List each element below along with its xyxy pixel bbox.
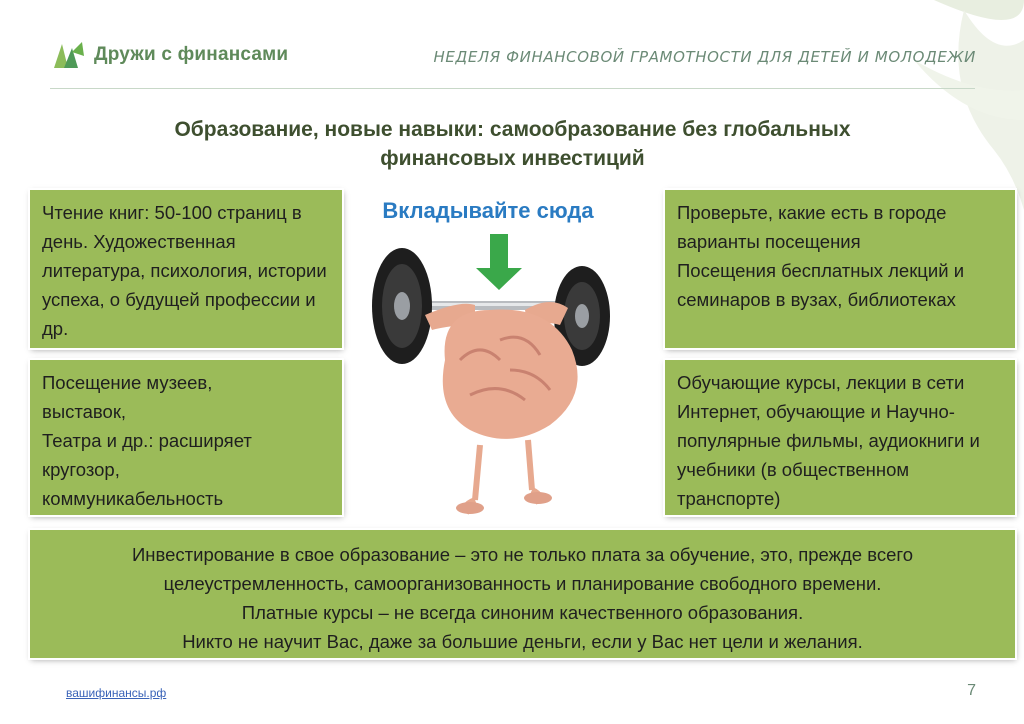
brush-decoration [874,0,1024,220]
arrow-down-icon [476,234,522,290]
header-tagline: НЕДЕЛЯ ФИНАНСОВОЙ ГРАМОТНОСТИ ДЛЯ ДЕТЕЙ И МОЛОДЕЖИ [433,48,976,66]
card-museums-text: Посещение музеев, выставок, Театра и др.: расширяет кругозор, коммуникабельность [42,372,252,509]
card-reading-text: Чтение книг: 50-100 страниц в день. Художественная литература, психология, истории успеха, о будущей профессии и др. [42,202,327,339]
logo-icon [52,38,86,72]
footer-website-link[interactable]: вашифинансы.рф [66,686,167,700]
card-museums [30,360,342,515]
slide-title [90,115,935,173]
brain-barbell-illustration [350,190,650,530]
card-summary-text: Инвестирование в свое образование – это не только плата за обучение, это, прежде всего целеустремленность, самоорганизованность и планирование свободного времени. Платные курсы – не всегда синоним качественного образования. Никто не научит Вас, даже за большие деньги, если у Вас нет цели и желания. [131,544,914,652]
invest-here-caption: Вкладывайте сюда [382,198,594,223]
card-lectures [665,190,1015,348]
page-number: 7 [967,682,976,699]
card-online-courses [665,360,1015,515]
card-summary [30,530,1015,658]
card-online-courses-text: Обучающие курсы, лекции в сети Интернет, обучающие и Научно-популярные фильмы, аудиокниги и учебники (в общественном транспорте) [677,372,980,509]
header-divider [50,88,975,89]
brain-icon [425,302,578,514]
card-lectures-text: Проверьте, какие есть в городе варианты посещения Посещения бесплатных лекций и семинаров в вузах, библиотеках [677,202,965,310]
slide-title-text: Образование, новые навыки: самообразование без глобальных финансовых инвестиций [174,118,851,170]
logo[interactable] [52,38,288,72]
card-reading [30,190,342,348]
logo-text: Дружи с финансами [94,44,289,65]
